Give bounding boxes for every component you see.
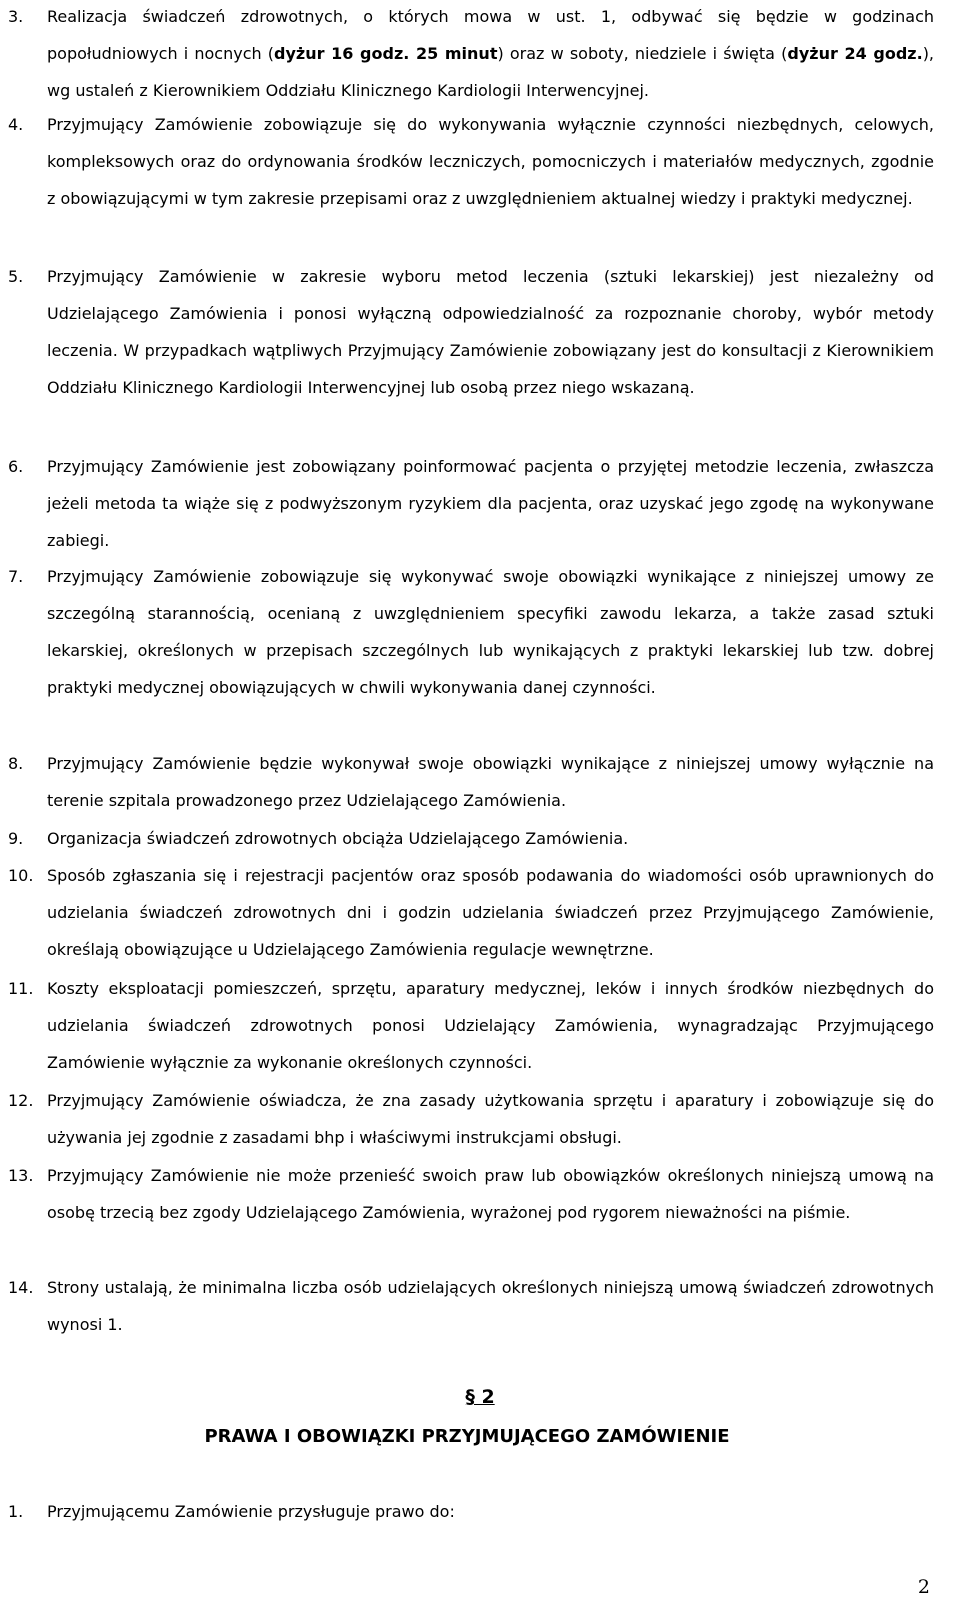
paragraph-14 [8, 1269, 934, 1343]
paragraph-number: 9. [8, 829, 24, 848]
paragraph-number: 1. [8, 1502, 24, 1521]
page-number: 2 [917, 1576, 930, 1598]
paragraph-number: 13. [8, 1166, 34, 1185]
paragraph-10 [8, 857, 934, 968]
paragraph-number: 4. [8, 115, 24, 134]
paragraph-number: 14. [8, 1278, 34, 1297]
paragraph-text: Przyjmujący Zamówienie jest zobowiązany poinformować pacjenta o przyjętej metodzie leczenia, zwłaszcza jeżeli metoda ta wiąże się z podwyższonym ryzykiem dla pacjenta, oraz uzyskać jego zgodę na wykonywane zabiegi. [47, 457, 934, 550]
paragraph-number: 8. [8, 754, 24, 773]
paragraph-12 [8, 1082, 934, 1156]
paragraph-3 [8, 0, 934, 109]
paragraph-text: Przyjmujący Zamówienie zobowiązuje się do wykonywania wyłącznie czynności niezbędnych, celowych, kompleksowych oraz do ordynowania środków leczniczych, pomocniczych i materiałów medycznych, zgodnie z obowiązującymi w tym zakresie przepisami oraz z uwzględnieniem aktualnej wiedzy i praktyki medycznej. [47, 115, 934, 208]
paragraph-text: Przyjmujący Zamówienie oświadcza, że zna zasady użytkowania sprzętu i aparatury i zobowiązuje się do używania jej zgodnie z zasadami bhp i właściwymi instrukcjami obsługi. [47, 1091, 934, 1147]
paragraph-text: Przyjmujący Zamówienie w zakresie wyboru metod leczenia (sztuki lekarskiej) jest niezależny od Udzielającego Zamówienia i ponosi wyłączną odpowiedzialność za rozpoznanie choroby, wybór metody leczenia. W przypadkach wątpliwych Przyjmujący Zamówienie zobowiązany jest do konsultacji z Kierownikiem Oddziału Klinicznego Kardiologii Interwencyjnej lub osobą przez niego wskazaną. [47, 267, 934, 397]
paragraph-number: 6. [8, 457, 24, 476]
paragraph-text: Przyjmującemu Zamówienie przysługuje prawo do: [47, 1502, 455, 1521]
paragraph-number: 12. [8, 1091, 34, 1110]
paragraph-13 [8, 1157, 934, 1231]
paragraph-6 [8, 448, 934, 559]
paragraph-number: 3. [8, 7, 24, 26]
paragraph-5 [8, 258, 934, 406]
paragraph-text: Koszty eksploatacji pomieszczeń, sprzętu, aparatury medycznej, leków i innych środków niezbędnych do udzielania świadczeń zdrowotnych ponosi Udzielający Zamówienia, wynagradzając Przyjmującego Zamówienie wyłącznie za wykonanie określonych czynności. [47, 979, 934, 1072]
section-title: PRAWA I OBOWIĄZKI PRZYJMUJĄCEGO ZAMÓWIENIE [204, 1426, 730, 1447]
paragraph-text: Sposób zgłaszania się i rejestracji pacjentów oraz sposób podawania do wiadomości osób uprawnionych do udzielania świadczeń zdrowotnych dni i godzin udzielania świadczeń przez Przyjmującego Zamówienie, określają obowiązujące u Udzielającego Zamówienia regulacje wewnętrzne. [47, 866, 934, 959]
bold-duty-24: dyżur 24 godz. [787, 44, 923, 63]
paragraph-9 [8, 820, 934, 857]
paragraph-text: Organizacja świadczeń zdrowotnych obciąża Udzielającego Zamówienia. [47, 829, 629, 848]
paragraph-text: Strony ustalają, że minimalna liczba osób udzielających określonych niniejszą umową świadczeń zdrowotnych wynosi 1. [47, 1278, 934, 1334]
paragraph-text: Przyjmujący Zamówienie nie może przenieść swoich praw lub obowiązków określonych niniejszą umową na osobę trzecią bez zgody Udzielającego Zamówienia, wyrażonej pod rygorem nieważności na piśmie. [47, 1166, 934, 1222]
section-mark: § 2 [465, 1386, 495, 1408]
paragraph-number: 10. [8, 866, 34, 885]
section-2-paragraph-1 [8, 1493, 455, 1530]
paragraph-number: 5. [8, 267, 24, 286]
paragraph-7 [8, 558, 934, 706]
paragraph-4 [8, 106, 934, 217]
paragraph-number: 11. [8, 979, 34, 998]
bold-duty-hours: dyżur 16 godz. 25 minut [274, 44, 498, 63]
paragraph-number: 7. [8, 567, 24, 586]
paragraph-text: Przyjmujący Zamówienie zobowiązuje się wykonywać swoje obowiązki wynikające z niniejszej umowy ze szczególną starannością, ocenianą z uwzględnieniem specyfiki zawodu lekarza, a także zasad sztuki lekarskiej, określonych w przepisach szczególnych lub wynikających z praktyki lekarskiej lub tzw. dobrej praktyki medycznej obowiązujących w chwili wykonywania danej czynności. [47, 567, 934, 697]
paragraph-text: Realizacja świadczeń zdrowotnych, o których mowa w ust. 1, odbywać się będzie w godzinach popołudniowych i nocnych (dyżur 16 godz. 25 minut) oraz w soboty, niedziele i święta (dyżur 24 godz.), wg ustaleń z Kierownikiem Oddziału Klinicznego Kardiologii Interwencyjnej. [47, 7, 935, 100]
paragraph-text: Przyjmujący Zamówienie będzie wykonywał swoje obowiązki wynikające z niniejszej umowy wyłącznie na terenie szpitala prowadzonego przez Udzielającego Zamówienia. [47, 754, 934, 810]
paragraph-11 [8, 970, 934, 1081]
paragraph-8 [8, 745, 934, 819]
